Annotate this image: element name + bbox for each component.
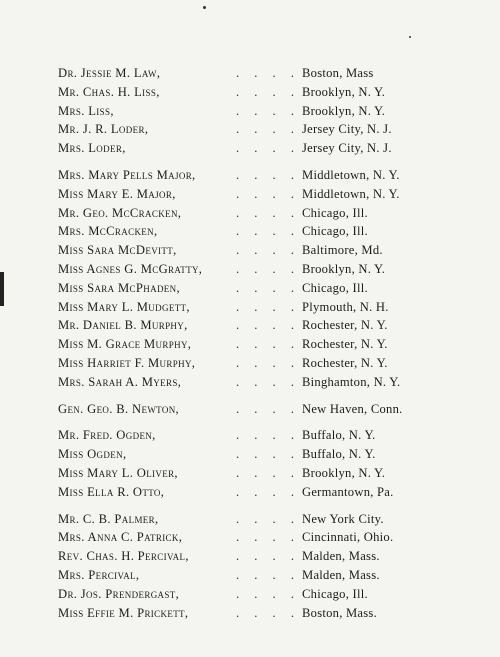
passenger-name: Mrs. Loder,: [58, 141, 126, 156]
list-item: [58, 604, 478, 623]
passenger-residence: Germantown, Pa.: [302, 484, 394, 499]
list-item: [58, 445, 478, 464]
passenger-residence: Brooklyn, N. Y.: [302, 84, 386, 99]
passenger-name: Miss Mary E. Major,: [58, 186, 176, 201]
list-item: [58, 510, 478, 529]
dot-leader: . . . .: [235, 530, 300, 545]
passenger-residence: Brooklyn, N. Y.: [302, 465, 386, 480]
list-item: [58, 547, 478, 566]
passenger-name: Miss Ella R. Otto,: [58, 484, 165, 499]
list-item: [58, 316, 478, 335]
list-group: [58, 400, 478, 419]
dot-leader: . . . .: [235, 261, 300, 276]
passenger-name: Miss Ogden,: [58, 447, 127, 462]
passenger-residence: Middletown, N. Y.: [302, 167, 400, 182]
passenger-residence: Chicago, Ill.: [302, 224, 368, 239]
passenger-name: Miss Mary L. Oliver,: [58, 465, 178, 480]
dot-leader: . . . .: [235, 374, 300, 389]
passenger-name: Mr. C. B. Palmer,: [58, 511, 159, 526]
list-item: [58, 139, 478, 158]
dot-leader: . . . .: [235, 337, 300, 352]
list-item: [58, 241, 478, 260]
dot-leader: . . . .: [235, 318, 300, 333]
list-group: [58, 426, 478, 501]
passenger-name: Mrs. Sarah A. Myers,: [58, 374, 182, 389]
list-item: [58, 298, 478, 317]
dot-leader: . . . .: [235, 167, 300, 182]
passenger-residence: Rochester, N. Y.: [302, 355, 388, 370]
list-item: [58, 335, 478, 354]
list-item: [58, 185, 478, 204]
dot-leader: . . . .: [235, 280, 300, 295]
passenger-name: Mr. Chas. H. Liss,: [58, 84, 160, 99]
passenger-name: Miss Sara McDevitt,: [58, 243, 177, 258]
passenger-residence: Baltimore, Md.: [302, 243, 383, 258]
list-item: [58, 566, 478, 585]
passenger-name: Dr. Jos. Prendergast,: [58, 586, 180, 601]
list-item: [58, 400, 478, 419]
ink-speck: [203, 6, 206, 9]
passenger-name: Dr. Jessie M. Law,: [58, 66, 161, 80]
list-item: [58, 204, 478, 223]
list-item: [58, 279, 478, 298]
list-item: [58, 585, 478, 604]
dot-leader: . . . .: [235, 605, 300, 620]
passenger-residence: Buffalo, N. Y.: [302, 447, 376, 462]
passenger-residence: Boston, Mass: [302, 66, 374, 80]
passenger-name: Mrs. McCracken,: [58, 224, 158, 239]
passenger-list: [58, 64, 478, 630]
passenger-name: Miss Agnes G. McGratty,: [58, 261, 203, 276]
passenger-name: Mr. Daniel B. Murphy,: [58, 318, 188, 333]
passenger-name: Mrs. Percival,: [58, 567, 140, 582]
dot-leader: . . . .: [235, 243, 300, 258]
list-item: [58, 222, 478, 241]
dot-leader: . . . .: [235, 205, 300, 220]
passenger-residence: Malden, Mass.: [302, 549, 380, 564]
list-item: [58, 102, 478, 121]
dot-leader: . . . .: [235, 103, 300, 118]
list-item: [58, 120, 478, 139]
passenger-name: Gen. Geo. B. Newton,: [58, 401, 180, 416]
passenger-residence: Cincinnati, Ohio.: [302, 530, 394, 545]
passenger-name: Miss Harriet F. Murphy,: [58, 355, 196, 370]
list-group: [58, 64, 478, 158]
passenger-residence: Plymouth, N. H.: [302, 299, 389, 314]
list-item: [58, 83, 478, 102]
list-group: [58, 166, 478, 392]
passenger-residence: Brooklyn, N. Y.: [302, 103, 386, 118]
passenger-name: Miss Sara McPhaden,: [58, 280, 181, 295]
dot-leader: . . . .: [235, 299, 300, 314]
list-item: [58, 528, 478, 547]
dot-leader: . . . .: [235, 84, 300, 99]
dot-leader: . . . .: [235, 141, 300, 156]
list-item: [58, 426, 478, 445]
passenger-residence: New York City.: [302, 511, 384, 526]
passenger-residence: Buffalo, N. Y.: [302, 428, 376, 443]
passenger-residence: Binghamton, N. Y.: [302, 374, 401, 389]
passenger-residence: Jersey City, N. J.: [302, 141, 392, 156]
dot-leader: . . . .: [235, 447, 300, 462]
list-item: [58, 373, 478, 392]
passenger-residence: Chicago, Ill.: [302, 205, 368, 220]
list-item: [58, 166, 478, 185]
dot-leader: . . . .: [235, 428, 300, 443]
passenger-name: Mr. Fred. Ogden,: [58, 428, 156, 443]
dot-leader: . . . .: [235, 549, 300, 564]
list-item: [58, 64, 478, 83]
dot-leader: . . . .: [235, 484, 300, 499]
list-item: [58, 354, 478, 373]
list-item: [58, 483, 478, 502]
passenger-name: Miss Mary L. Mudgett,: [58, 299, 190, 314]
list-item: [58, 260, 478, 279]
passenger-name: Miss Effie M. Prickett,: [58, 605, 189, 620]
passenger-residence: Rochester, N. Y.: [302, 318, 388, 333]
passenger-residence: Chicago, Ill.: [302, 586, 368, 601]
dot-leader: . . . .: [235, 66, 300, 80]
passenger-name: Mrs. Liss,: [58, 103, 114, 118]
passenger-name: Mr. J. R. Loder,: [58, 122, 149, 137]
passenger-name: Mrs. Anna C. Patrick,: [58, 530, 183, 545]
dot-leader: . . . .: [235, 122, 300, 137]
list-group: [58, 510, 478, 623]
dot-leader: . . . .: [235, 355, 300, 370]
passenger-residence: Boston, Mass.: [302, 605, 377, 620]
passenger-residence: Jersey City, N. J.: [302, 122, 392, 137]
passenger-residence: New Haven, Conn.: [302, 401, 403, 416]
dot-leader: . . . .: [235, 586, 300, 601]
dot-leader: . . . .: [235, 224, 300, 239]
dot-leader: . . . .: [235, 186, 300, 201]
ink-speck: [409, 36, 411, 38]
passenger-residence: Brooklyn, N. Y.: [302, 261, 386, 276]
passenger-residence: Rochester, N. Y.: [302, 337, 388, 352]
passenger-residence: Chicago, Ill.: [302, 280, 368, 295]
binding-edge-mark: [0, 272, 4, 306]
dot-leader: . . . .: [235, 401, 300, 416]
dot-leader: . . . .: [235, 567, 300, 582]
passenger-name: Mrs. Mary Pells Major,: [58, 167, 196, 182]
passenger-name: Miss M. Grace Murphy,: [58, 337, 192, 352]
list-item: [58, 464, 478, 483]
dot-leader: . . . .: [235, 511, 300, 526]
passenger-name: Mr. Geo. McCracken,: [58, 205, 182, 220]
passenger-residence: Malden, Mass.: [302, 567, 380, 582]
passenger-residence: Middletown, N. Y.: [302, 186, 400, 201]
passenger-name: Rev. Chas. H. Percival,: [58, 549, 189, 564]
dot-leader: . . . .: [235, 465, 300, 480]
